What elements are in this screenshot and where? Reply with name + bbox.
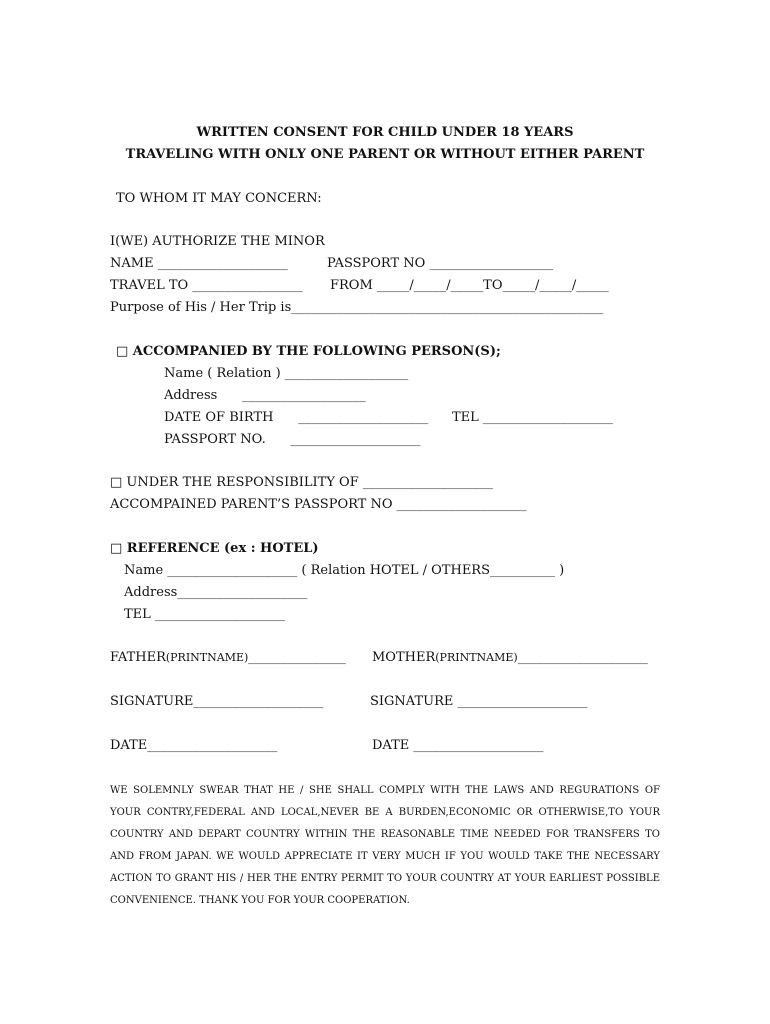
father-date-field[interactable]: DATE____________________ xyxy=(110,738,278,753)
mother-printname-field[interactable] xyxy=(372,650,648,666)
travel-dates-field[interactable]: FROM _____/_____/_____TO_____/_____/_____ xyxy=(330,278,609,293)
accompanied-heading[interactable]: □ ACCOMPANIED BY THE FOLLOWING PERSON(S); xyxy=(116,344,501,359)
mother-signature-field[interactable]: SIGNATURE ____________________ xyxy=(370,694,588,709)
companion-name-relation-field[interactable]: Name ( Relation ) ___________________ xyxy=(164,366,409,381)
mother-label: MOTHER xyxy=(372,650,436,665)
reference-address-field[interactable]: Address____________________ xyxy=(124,585,308,600)
salutation: TO WHOM IT MAY CONCERN: xyxy=(116,191,322,206)
parent-passport-field[interactable]: ACCOMPAINED PARENT’S PASSPORT NO ____________________ xyxy=(110,497,527,512)
authorize-minor: I(WE) AUTHORIZE THE MINOR xyxy=(110,234,325,249)
companion-passport-field[interactable]: PASSPORT NO. ____________________ xyxy=(164,432,421,447)
minor-name-field[interactable]: NAME ____________________ xyxy=(110,256,288,271)
mother-line: ____________________ xyxy=(517,650,648,665)
travel-to-field[interactable]: TRAVEL TO _________________ xyxy=(110,278,303,293)
companion-address-field[interactable]: Address ___________________ xyxy=(164,388,366,403)
father-line: _______________ xyxy=(248,650,346,665)
companion-dob-field[interactable]: DATE OF BIRTH ____________________ xyxy=(164,410,429,425)
companion-tel-field[interactable]: TEL ____________________ xyxy=(452,410,613,425)
father-printname-note: (PRINTNAME) xyxy=(165,651,249,664)
trip-purpose-field[interactable]: Purpose of His / Her Trip is________________________________________________ xyxy=(110,300,604,315)
mother-printname-note: (PRINTNAME) xyxy=(435,651,518,664)
father-label: FATHER xyxy=(110,650,166,665)
father-signature-field[interactable]: SIGNATURE____________________ xyxy=(110,694,324,709)
responsibility-field[interactable]: □ UNDER THE RESPONSIBILITY OF ____________________ xyxy=(110,475,493,490)
reference-heading[interactable]: □ REFERENCE (ex : HOTEL) xyxy=(110,541,319,556)
title-line-2: TRAVELING WITH ONLY ONE PARENT OR WITHOUT EITHER PARENT xyxy=(125,147,645,162)
mother-date-field[interactable]: DATE ____________________ xyxy=(372,738,544,753)
father-printname-field[interactable] xyxy=(110,650,346,666)
reference-tel-field[interactable]: TEL ____________________ xyxy=(124,607,285,622)
minor-passport-field[interactable]: PASSPORT NO ___________________ xyxy=(327,256,553,271)
reference-name-field[interactable]: Name ____________________ ( Relation HOTEL / OTHERS__________ ) xyxy=(124,563,565,578)
declaration-paragraph: WE SOLEMNLY SWEAR THAT HE / SHE SHALL COMPLY WITH THE LAWS AND REGURATIONS OF YOUR CONTRY,FEDERAL AND LOCAL,NEVER BE A BURDEN,ECONOMIC OR OTHERWISE,TO YOUR COUNTRY AND DEPART COUNTRY WITHIN THE REASONABLE TIME NEEDED FOR TRANSFERS TO AND FROM JAPAN. WE WOULD APPRECIATE IT VERY MUCH IF YOU WOULD TAKE THE NECESSARY ACTION TO GRANT HIS / HER THE ENTRY PERMIT TO YOUR COUNTRY AT YOUR EARLIEST POSSIBLE CONVENIENCE. THANK YOU FOR YOUR COOPERATION. xyxy=(110,785,660,906)
title-line-1: WRITTEN CONSENT FOR CHILD UNDER 18 YEARS xyxy=(196,125,574,140)
